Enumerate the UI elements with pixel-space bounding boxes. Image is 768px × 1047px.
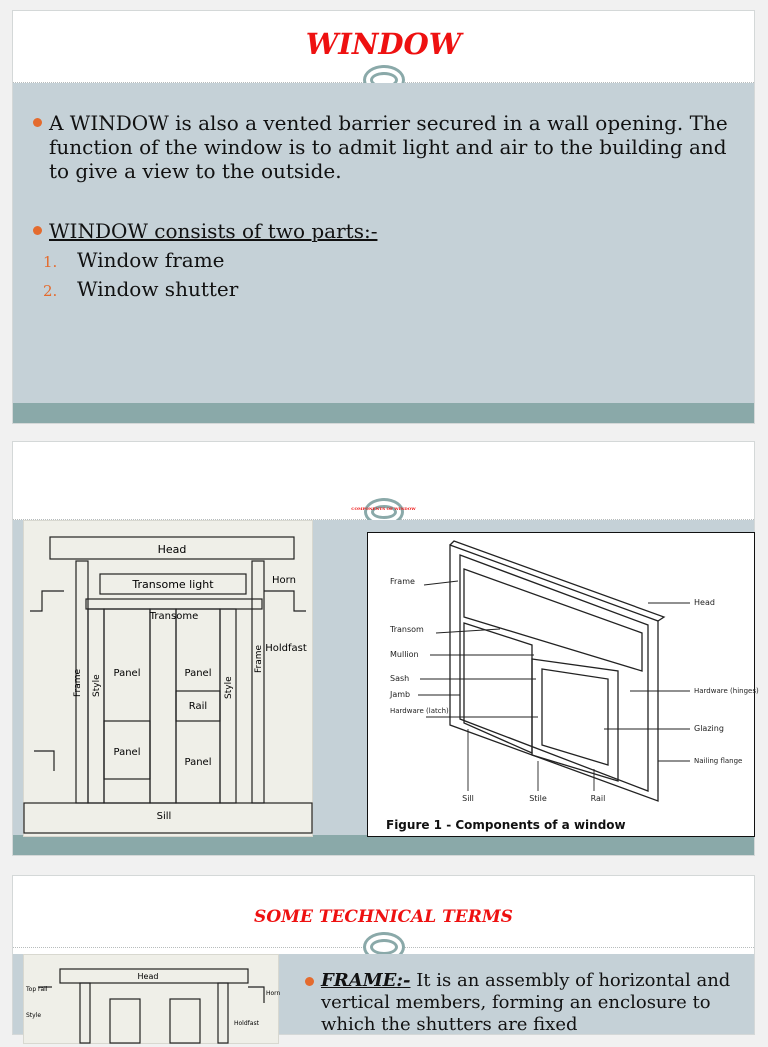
- bullet-dot-icon: [305, 977, 314, 986]
- slide-2: [12, 441, 759, 856]
- label-rail: Rail: [188, 701, 208, 712]
- label-frame-right: Frame: [254, 644, 264, 673]
- label-hardware-latch: Hardware (latch): [390, 707, 449, 715]
- slide-2-title: COMPONENTS OF WINDOW: [351, 506, 416, 511]
- label-transome: Transome: [149, 611, 199, 622]
- label-transome-light: Transome light: [132, 578, 214, 591]
- bullet-dot-icon: [33, 226, 42, 235]
- label-head-right: Head: [694, 598, 715, 607]
- label-style-left: Style: [92, 674, 102, 697]
- thumb-label-style: Style: [26, 1012, 42, 1019]
- label-hardware-hinges: Hardware (hinges): [694, 687, 759, 695]
- window-components-drawing: [368, 533, 759, 836]
- slide-1-body: [13, 83, 754, 403]
- slide-3: [12, 875, 755, 1035]
- term-frame-definition: It is an assembly of horizontal and vertical members, forming an enclosure to which the shutters are fixed: [321, 970, 731, 1035]
- window-frame-drawing: [24, 521, 312, 836]
- label-transom: Transom: [390, 625, 424, 634]
- label-frame: Frame: [390, 577, 415, 586]
- label-head: Head: [157, 543, 187, 556]
- term-frame: FRAME:-: [321, 970, 411, 991]
- label-stile: Stile: [529, 794, 547, 803]
- window-frame-diagram: [23, 520, 313, 837]
- label-holdfast: Holdfast: [265, 643, 307, 654]
- label-frame-left: Frame: [73, 668, 83, 697]
- label-horn: Horn: [272, 575, 296, 586]
- slide-1: [12, 10, 755, 424]
- label-rail-bottom: Rail: [590, 794, 606, 803]
- slide-1-bullet-definition: A WINDOW is also a vented barrier secured in a wall opening. The function of the window is to admit light and air to the building and to give a view to the outside.: [49, 111, 739, 183]
- label-panel-3: Panel: [113, 747, 141, 758]
- frame-diagram-thumbnail: [23, 954, 279, 1044]
- label-panel-4: Panel: [184, 757, 212, 768]
- label-panel-1: Panel: [113, 668, 141, 679]
- thumb-label-holdfast: Holdfast: [234, 1020, 259, 1027]
- label-style-right: Style: [224, 676, 234, 699]
- slide-3-body: [13, 954, 754, 1034]
- slide-1-title: WINDOW: [305, 27, 462, 61]
- label-panel-2: Panel: [184, 668, 212, 679]
- list-item-2: 2. Window shutter: [43, 277, 239, 301]
- label-sill-bottom: Sill: [462, 794, 474, 803]
- slide-1-bullet-parts: WINDOW consists of two parts:-: [49, 219, 739, 243]
- figure-caption: Figure 1 - Components of a window: [386, 818, 626, 832]
- window-components-figure: [367, 532, 759, 837]
- slide-3-bullet-frame: [321, 970, 741, 1036]
- thumb-label-horn: Horn: [266, 990, 281, 997]
- label-mullion: Mullion: [390, 650, 419, 659]
- thumb-label-top-rail: Top rail: [26, 986, 48, 993]
- label-sill: Sill: [156, 811, 172, 822]
- label-nailing-flange: Nailing flange: [694, 757, 743, 765]
- bullet-dot-icon: [33, 118, 42, 127]
- label-sash: Sash: [390, 674, 410, 683]
- list-item-1: 1. Window frame: [43, 248, 225, 272]
- thumb-label-head: Head: [137, 972, 159, 981]
- label-jamb: Jamb: [390, 690, 411, 699]
- slide-1-footer-bar: [13, 403, 754, 423]
- slide-3-title: SOME TECHNICAL TERMS: [254, 907, 513, 927]
- label-glazing: Glazing: [694, 724, 724, 733]
